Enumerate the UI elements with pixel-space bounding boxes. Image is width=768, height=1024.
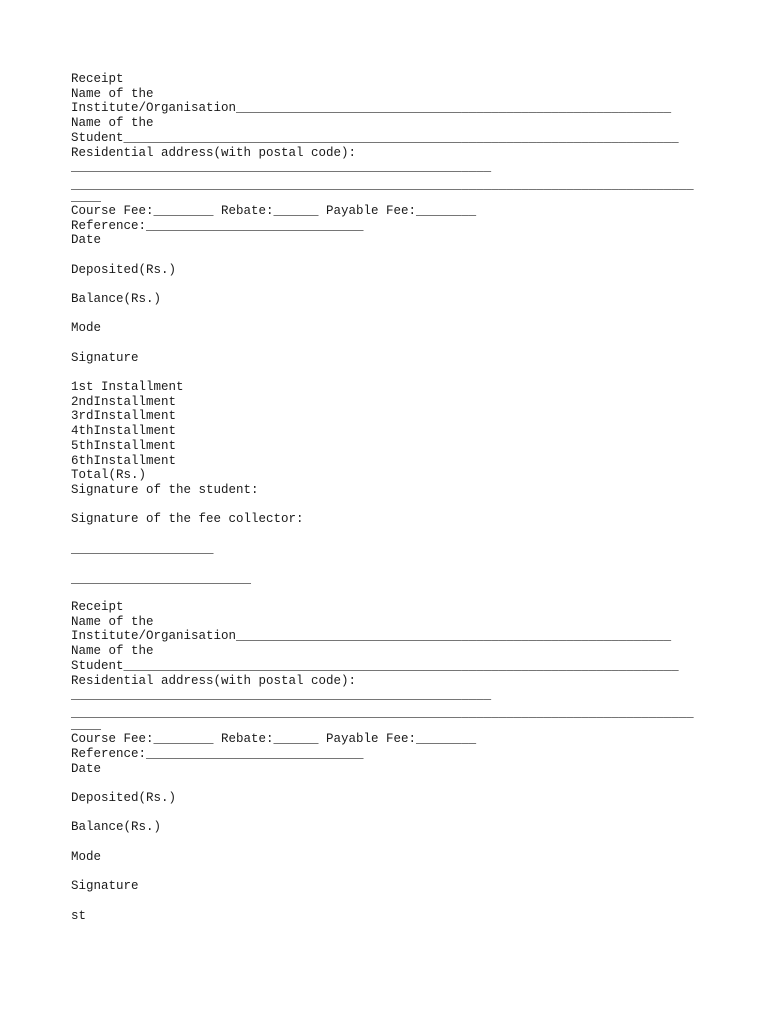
signature-blank: ________________________ xyxy=(71,572,252,586)
installment-label: 5thInstallment xyxy=(71,439,177,453)
institute-label: Name of the xyxy=(71,87,154,101)
collector-signature-label: Signature of the fee collector: xyxy=(71,512,304,526)
installment-label: 1st Installment xyxy=(71,380,184,394)
address-line: ___________________________________________________________________________________ xyxy=(71,706,694,720)
installment-label: 4thInstallment xyxy=(71,424,177,438)
mode-label: Mode xyxy=(71,850,102,864)
reference-line: Reference:_____________________________ xyxy=(71,747,364,761)
signature-label: Signature xyxy=(71,879,139,893)
receipt-title: Receipt xyxy=(71,600,124,614)
fees-line: Course Fee:________ Rebate:______ Payable Fee:________ xyxy=(71,204,477,218)
address-line: ____ xyxy=(71,190,102,204)
mode-label: Mode xyxy=(71,321,102,335)
fees-line: Course Fee:________ Rebate:______ Payable Fee:________ xyxy=(71,732,477,746)
deposited-label: Deposited(Rs.) xyxy=(71,791,177,805)
installment-label: 2ndInstallment xyxy=(71,395,177,409)
institute-line: Institute/Organisation__________________________________________________________ xyxy=(71,629,672,643)
date-label: Date xyxy=(71,762,102,776)
student-label: Name of the xyxy=(71,644,154,658)
signature-label: Signature xyxy=(71,351,139,365)
student-signature-label: Signature of the student: xyxy=(71,483,259,497)
institute-label: Name of the xyxy=(71,615,154,629)
balance-label: Balance(Rs.) xyxy=(71,292,162,306)
student-line: Student__________________________________________________________________________ xyxy=(71,659,679,673)
installment-label: 3rdInstallment xyxy=(71,409,177,423)
address-line: ___________________________________________________________________________________ xyxy=(71,178,694,192)
balance-label: Balance(Rs.) xyxy=(71,820,162,834)
address-line: ____ xyxy=(71,718,102,732)
address-line: ________________________________________________________ xyxy=(71,160,492,174)
installment-label: 6thInstallment xyxy=(71,454,177,468)
receipt-title: Receipt xyxy=(71,72,124,86)
installment-label: st xyxy=(71,909,87,923)
address-label: Residential address(with postal code): xyxy=(71,146,357,160)
reference-line: Reference:_____________________________ xyxy=(71,219,364,233)
institute-line: Institute/Organisation__________________________________________________________ xyxy=(71,101,672,115)
signature-blank: ___________________ xyxy=(71,542,214,556)
address-label: Residential address(with postal code): xyxy=(71,674,357,688)
date-label: Date xyxy=(71,233,102,247)
total-label: Total(Rs.) xyxy=(71,468,147,482)
student-label: Name of the xyxy=(71,116,154,130)
deposited-label: Deposited(Rs.) xyxy=(71,263,177,277)
student-line: Student__________________________________________________________________________ xyxy=(71,131,679,145)
address-line: ________________________________________________________ xyxy=(71,688,492,702)
